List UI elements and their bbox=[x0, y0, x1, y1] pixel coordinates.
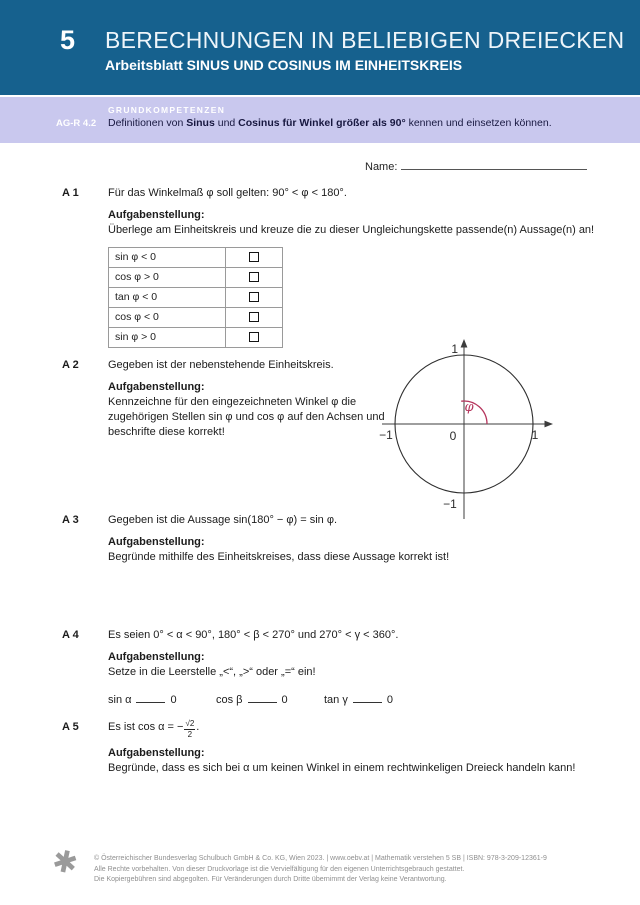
blank-cos-beta bbox=[216, 691, 292, 708]
task-a2-body bbox=[108, 358, 404, 440]
task-a3-instruction-label: Aufgabenstellung: bbox=[108, 536, 205, 548]
footer-line-1: © Österreichischer Bundesverlag Schulbuch GmbH & Co. KG, Wien 2023. | www.oebv.at | Mathematik verstehen 5 SB | ISBN: 978-3-209-12361-9 bbox=[94, 855, 547, 862]
task-a2-statement: Gegeben ist der nebenstehende Einheitskreis. bbox=[108, 359, 334, 371]
option-checkbox-cell bbox=[226, 288, 283, 308]
checkbox-cos-gt-0[interactable] bbox=[249, 272, 259, 282]
axis-label-top: 1 bbox=[451, 342, 458, 356]
task-a1-statement: Für das Winkelmaß φ soll gelten: 90° < φ < 180°. bbox=[108, 187, 347, 199]
table-row bbox=[109, 288, 283, 308]
task-a5-body bbox=[108, 720, 602, 776]
fraction-numerator: √2 bbox=[185, 719, 195, 728]
task-a1-body bbox=[108, 186, 602, 348]
task-a2-instruction: Kennzeichne für den eingezeichneten Winkel φ die zugehörigen Stellen sin φ und cos φ auf den Achsen und beschrifte diese korrekt! bbox=[108, 396, 385, 438]
chapter-number: 5 bbox=[60, 25, 76, 55]
option-checkbox-cell bbox=[226, 308, 283, 328]
competency-code: AG-R 4.2 bbox=[56, 118, 97, 129]
option-label: cos φ > 0 bbox=[109, 268, 226, 288]
task-a4-body bbox=[108, 628, 602, 708]
footer-line-2: Alle Rechte vorbehalten. Von dieser Druckvorlage ist die Vervielfältigung für den eigenen Unterrichtsgebrauch gestattet. bbox=[94, 865, 465, 873]
footer-line-3: Die Kopiergebühren sind abgegolten. Für Veränderungen durch Dritte übernimmt der Verlag keine Verantwortung. bbox=[94, 876, 447, 883]
table-row bbox=[109, 248, 283, 268]
task-a2-instruction-label: Aufgabenstellung: bbox=[108, 381, 205, 393]
task-a4-instruction-label: Aufgabenstellung: bbox=[108, 651, 205, 663]
task-a4 bbox=[62, 628, 602, 708]
fraction bbox=[184, 720, 195, 739]
statement-prefix: Es ist cos α = − bbox=[108, 721, 184, 733]
blank-sin-alpha bbox=[108, 691, 184, 708]
option-label: sin φ < 0 bbox=[109, 248, 226, 268]
option-label: tan φ < 0 bbox=[109, 288, 226, 308]
task-a4-blanks-row bbox=[108, 691, 602, 708]
competency-text-bold-sinus: Sinus bbox=[186, 117, 215, 129]
y-axis-arrow-icon bbox=[461, 339, 468, 348]
axis-label-left: −1 bbox=[379, 428, 393, 442]
task-a1 bbox=[62, 186, 602, 348]
page-header bbox=[0, 0, 640, 95]
blank-write-line[interactable] bbox=[353, 691, 382, 703]
axis-label-bottom: −1 bbox=[443, 497, 457, 511]
name-write-line[interactable] bbox=[401, 157, 587, 170]
task-a1-instruction: Überlege am Einheitskreis und kreuze die zu dieser Ungleichungskette passende(n) Aussage(n) an! bbox=[108, 224, 595, 236]
checkbox-cos-lt-0[interactable] bbox=[249, 312, 259, 322]
blank-rhs: 0 bbox=[281, 694, 288, 706]
page-title: BERECHNUNGEN IN BELIEBIGEN DREIECKEN bbox=[105, 27, 625, 53]
unit-circle-svg bbox=[372, 330, 592, 526]
task-a3-instruction: Begründe mithilfe des Einheitskreises, dass diese Aussage korrekt ist! bbox=[108, 551, 450, 563]
angle-phi-label: φ bbox=[464, 400, 474, 415]
task-a5 bbox=[62, 720, 602, 776]
blank-write-line[interactable] bbox=[136, 691, 165, 703]
task-a4-id: A 4 bbox=[62, 629, 79, 641]
option-checkbox-cell bbox=[226, 268, 283, 288]
option-label: cos φ < 0 bbox=[109, 308, 226, 328]
competency-text-bold-cosinus: Cosinus für Winkel größer als 90° bbox=[238, 117, 406, 129]
option-checkbox-cell bbox=[226, 328, 283, 348]
task-a5-instruction: Begründe, dass es sich bei α um keinen Winkel in einem rechtwinkeligen Dreieck handeln kann! bbox=[108, 762, 576, 774]
competency-heading: GRUNDKOMPETENZEN bbox=[108, 105, 226, 115]
blank-rhs: 0 bbox=[170, 694, 177, 706]
blank-lhs: cos β bbox=[216, 694, 243, 706]
fraction-denominator: 2 bbox=[187, 730, 193, 739]
task-a4-instruction: Setze in die Leerstelle „<“, „>“ oder „=“ ein! bbox=[108, 666, 316, 678]
task-a4-statement: Es seien 0° < α < 90°, 180° < β < 270° und 270° < γ < 360°. bbox=[108, 629, 399, 641]
competency-description bbox=[108, 117, 552, 129]
competency-text-mid: und bbox=[214, 117, 239, 129]
task-a2-id: A 2 bbox=[62, 359, 79, 371]
blank-lhs: tan γ bbox=[324, 694, 348, 706]
axis-label-origin: 0 bbox=[449, 429, 457, 443]
checkbox-sin-lt-0[interactable] bbox=[249, 252, 259, 262]
task-a3-statement: Gegeben ist die Aussage sin(180° − φ) = sin φ. bbox=[108, 514, 338, 526]
unit-circle-diagram bbox=[372, 330, 592, 526]
blank-tan-gamma bbox=[324, 691, 400, 708]
task-a5-id: A 5 bbox=[62, 721, 79, 733]
task-a3-id: A 3 bbox=[62, 514, 79, 526]
name-label: Name: bbox=[365, 161, 398, 173]
page-subtitle: Arbeitsblatt SINUS UND COSINUS IM EINHEITSKREIS bbox=[105, 57, 463, 73]
task-a1-options-table bbox=[108, 247, 283, 348]
task-a1-id: A 1 bbox=[62, 187, 79, 199]
competency-text-suffix: kennen und einsetzen können. bbox=[405, 117, 552, 129]
footer-imprint bbox=[94, 847, 547, 886]
blank-lhs: sin α bbox=[108, 694, 132, 706]
statement-suffix: . bbox=[196, 721, 200, 733]
name-field bbox=[365, 157, 587, 173]
table-row bbox=[109, 328, 283, 348]
task-a3-body bbox=[108, 513, 602, 565]
table-row bbox=[109, 308, 283, 328]
option-label: sin φ > 0 bbox=[109, 328, 226, 348]
axis-label-right: 1 bbox=[531, 428, 539, 442]
competency-text-prefix: Definitionen von bbox=[108, 117, 187, 129]
task-a2 bbox=[62, 358, 414, 440]
table-row bbox=[109, 268, 283, 288]
blank-write-line[interactable] bbox=[248, 691, 277, 703]
checkbox-sin-gt-0[interactable] bbox=[249, 332, 259, 342]
page-footer bbox=[49, 844, 612, 886]
task-a5-statement bbox=[108, 720, 602, 739]
competency-bar bbox=[0, 97, 640, 143]
task-a3 bbox=[62, 513, 602, 565]
task-a1-instruction-label: Aufgabenstellung: bbox=[108, 209, 205, 221]
blank-rhs: 0 bbox=[386, 694, 393, 706]
oebv-asterisk-logo-icon: ✱ bbox=[49, 844, 81, 882]
task-a5-instruction-label: Aufgabenstellung: bbox=[108, 747, 205, 759]
option-checkbox-cell bbox=[226, 248, 283, 268]
x-axis-arrow-icon bbox=[545, 421, 554, 428]
checkbox-tan-lt-0[interactable] bbox=[249, 292, 259, 302]
